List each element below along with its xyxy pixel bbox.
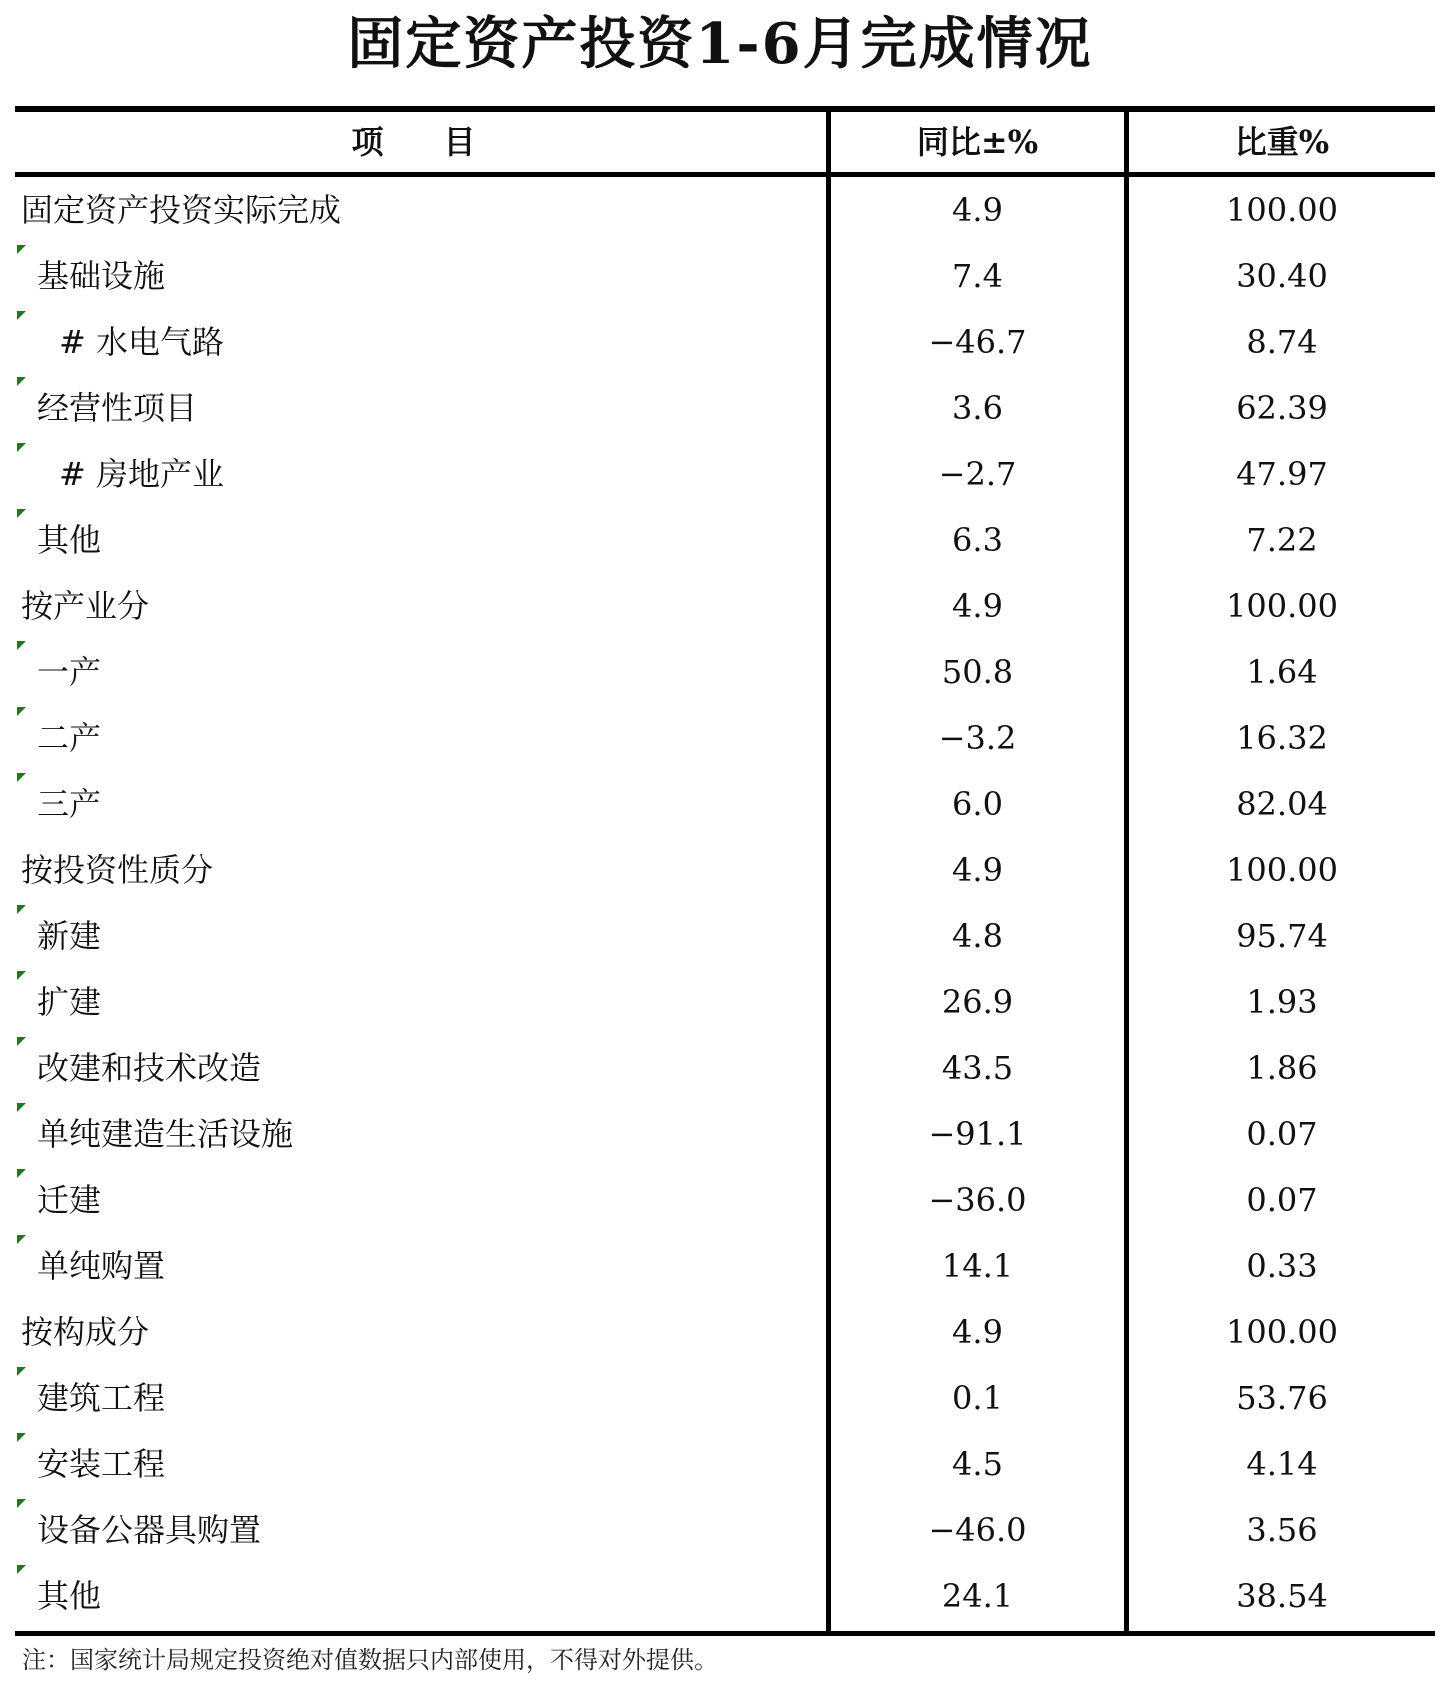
table-row xyxy=(15,177,1435,243)
row-share-value: 7.22 xyxy=(1246,521,1318,559)
row-yoy-value: 4.5 xyxy=(952,1445,1003,1483)
row-share-value: 0.07 xyxy=(1246,1115,1318,1153)
cell-marker-icon xyxy=(17,443,26,452)
row-label: 一产 xyxy=(37,653,102,691)
cell-marker-icon xyxy=(17,377,26,386)
row-label: 安装工程 xyxy=(37,1445,166,1483)
table-body xyxy=(15,177,1435,1629)
row-share-value: 4.14 xyxy=(1246,1445,1318,1483)
row-label: 迁建 xyxy=(37,1181,102,1219)
row-label: 其他 xyxy=(37,521,102,559)
cell-marker-icon xyxy=(17,1499,26,1508)
row-yoy-value: −91.1 xyxy=(928,1115,1027,1153)
row-label: 其他 xyxy=(37,1577,102,1615)
table-row xyxy=(15,1233,1435,1299)
row-yoy-value: 4.9 xyxy=(952,1313,1003,1351)
row-share-value: 53.76 xyxy=(1236,1379,1328,1417)
row-yoy-value: 4.9 xyxy=(952,851,1003,889)
row-yoy-value: 24.1 xyxy=(941,1577,1014,1615)
row-label: 二产 xyxy=(37,719,102,757)
row-yoy-value: 4.9 xyxy=(952,191,1003,229)
table-row xyxy=(15,441,1435,507)
row-share-value: 62.39 xyxy=(1236,389,1328,427)
table-row xyxy=(15,1035,1435,1101)
table-row xyxy=(15,1431,1435,1497)
header-item: 项 目 xyxy=(351,123,490,161)
row-share-value: 38.54 xyxy=(1236,1577,1328,1615)
table-row xyxy=(15,507,1435,573)
cell-marker-icon xyxy=(17,971,26,980)
cell-marker-icon xyxy=(17,1169,26,1178)
page-title: 固定资产投资1-6月完成情况 xyxy=(347,11,1093,77)
table-row xyxy=(15,837,1435,903)
table-row xyxy=(15,1497,1435,1563)
row-yoy-value: −46.0 xyxy=(928,1511,1027,1549)
footnote: 注：国家统计局规定投资绝对值数据只内部使用，不得对外提供。 xyxy=(22,1646,718,1674)
table-row xyxy=(15,969,1435,1035)
row-yoy-value: −2.7 xyxy=(938,455,1017,493)
table-row xyxy=(15,573,1435,639)
row-share-value: 3.56 xyxy=(1246,1511,1318,1549)
table-row xyxy=(15,1563,1435,1629)
table-row xyxy=(15,1365,1435,1431)
cell-marker-icon xyxy=(17,905,26,914)
row-yoy-value: 50.8 xyxy=(941,653,1014,691)
row-label: 按产业分 xyxy=(21,587,150,625)
cell-marker-icon xyxy=(17,245,26,254)
row-label: 设备公器具购置 xyxy=(37,1511,262,1549)
table-row xyxy=(15,771,1435,837)
cell-marker-icon xyxy=(17,1103,26,1112)
row-share-value: 47.97 xyxy=(1236,455,1328,493)
row-share-value: 30.40 xyxy=(1236,257,1328,295)
row-label: 基础设施 xyxy=(37,257,166,295)
row-share-value: 8.74 xyxy=(1246,323,1318,361)
row-yoy-value: 3.6 xyxy=(952,389,1003,427)
table-row xyxy=(15,705,1435,771)
cell-marker-icon xyxy=(17,1037,26,1046)
table-bottom-rule xyxy=(15,1631,1435,1636)
header-share: 比重% xyxy=(1234,123,1330,161)
row-yoy-value: 6.3 xyxy=(952,521,1003,559)
row-label: 经营性项目 xyxy=(37,389,198,427)
row-share-value: 16.32 xyxy=(1236,719,1328,757)
row-yoy-value: 26.9 xyxy=(941,983,1014,1021)
table-row xyxy=(15,639,1435,705)
cell-marker-icon xyxy=(17,311,26,320)
row-share-value: 100.00 xyxy=(1226,587,1338,625)
row-label: 改建和技术改造 xyxy=(37,1049,262,1087)
cell-marker-icon xyxy=(17,1235,26,1244)
row-yoy-value: −3.2 xyxy=(938,719,1017,757)
row-yoy-value: 6.0 xyxy=(952,785,1003,823)
cell-marker-icon xyxy=(17,1565,26,1574)
row-share-value: 95.74 xyxy=(1236,917,1328,955)
row-share-value: 100.00 xyxy=(1226,191,1338,229)
row-share-value: 1.86 xyxy=(1246,1049,1318,1087)
row-share-value: 100.00 xyxy=(1226,1313,1338,1351)
row-yoy-value: −46.7 xyxy=(928,323,1027,361)
row-label: 三产 xyxy=(37,785,102,823)
table-row xyxy=(15,309,1435,375)
cell-marker-icon xyxy=(17,1433,26,1442)
row-yoy-value: 0.1 xyxy=(952,1379,1003,1417)
row-label: 按构成分 xyxy=(21,1313,150,1351)
cell-marker-icon xyxy=(17,509,26,518)
table-row xyxy=(15,1167,1435,1233)
table-row xyxy=(15,243,1435,309)
table-row xyxy=(15,1299,1435,1365)
row-yoy-value: 43.5 xyxy=(941,1049,1014,1087)
row-label: 扩建 xyxy=(37,983,102,1021)
row-label: 按投资性质分 xyxy=(21,851,214,889)
table-row xyxy=(15,903,1435,969)
header-yoy: 同比±% xyxy=(916,123,1039,161)
row-label: # 房地产业 xyxy=(59,455,224,493)
cell-marker-icon xyxy=(17,641,26,650)
cell-marker-icon xyxy=(17,1367,26,1376)
row-yoy-value: 14.1 xyxy=(941,1247,1014,1285)
row-share-value: 0.07 xyxy=(1246,1181,1318,1219)
row-label: 建筑工程 xyxy=(37,1379,166,1417)
row-share-value: 0.33 xyxy=(1246,1247,1318,1285)
row-yoy-value: 7.4 xyxy=(952,257,1003,295)
row-label: 单纯建造生活设施 xyxy=(37,1115,294,1153)
row-label: 固定资产投资实际完成 xyxy=(21,191,342,229)
cell-marker-icon xyxy=(17,707,26,716)
row-label: 单纯购置 xyxy=(37,1247,166,1285)
cell-marker-icon xyxy=(17,773,26,782)
row-yoy-value: 4.9 xyxy=(952,587,1003,625)
row-label: # 水电气路 xyxy=(59,323,224,361)
row-label: 新建 xyxy=(37,917,102,955)
table-row xyxy=(15,375,1435,441)
row-share-value: 82.04 xyxy=(1236,785,1328,823)
row-share-value: 1.93 xyxy=(1246,983,1318,1021)
column-divider xyxy=(1124,106,1129,1636)
row-share-value: 100.00 xyxy=(1226,851,1338,889)
table-row xyxy=(15,1101,1435,1167)
row-yoy-value: 4.8 xyxy=(952,917,1003,955)
row-share-value: 1.64 xyxy=(1246,653,1318,691)
row-yoy-value: −36.0 xyxy=(928,1181,1027,1219)
column-divider xyxy=(826,106,831,1636)
